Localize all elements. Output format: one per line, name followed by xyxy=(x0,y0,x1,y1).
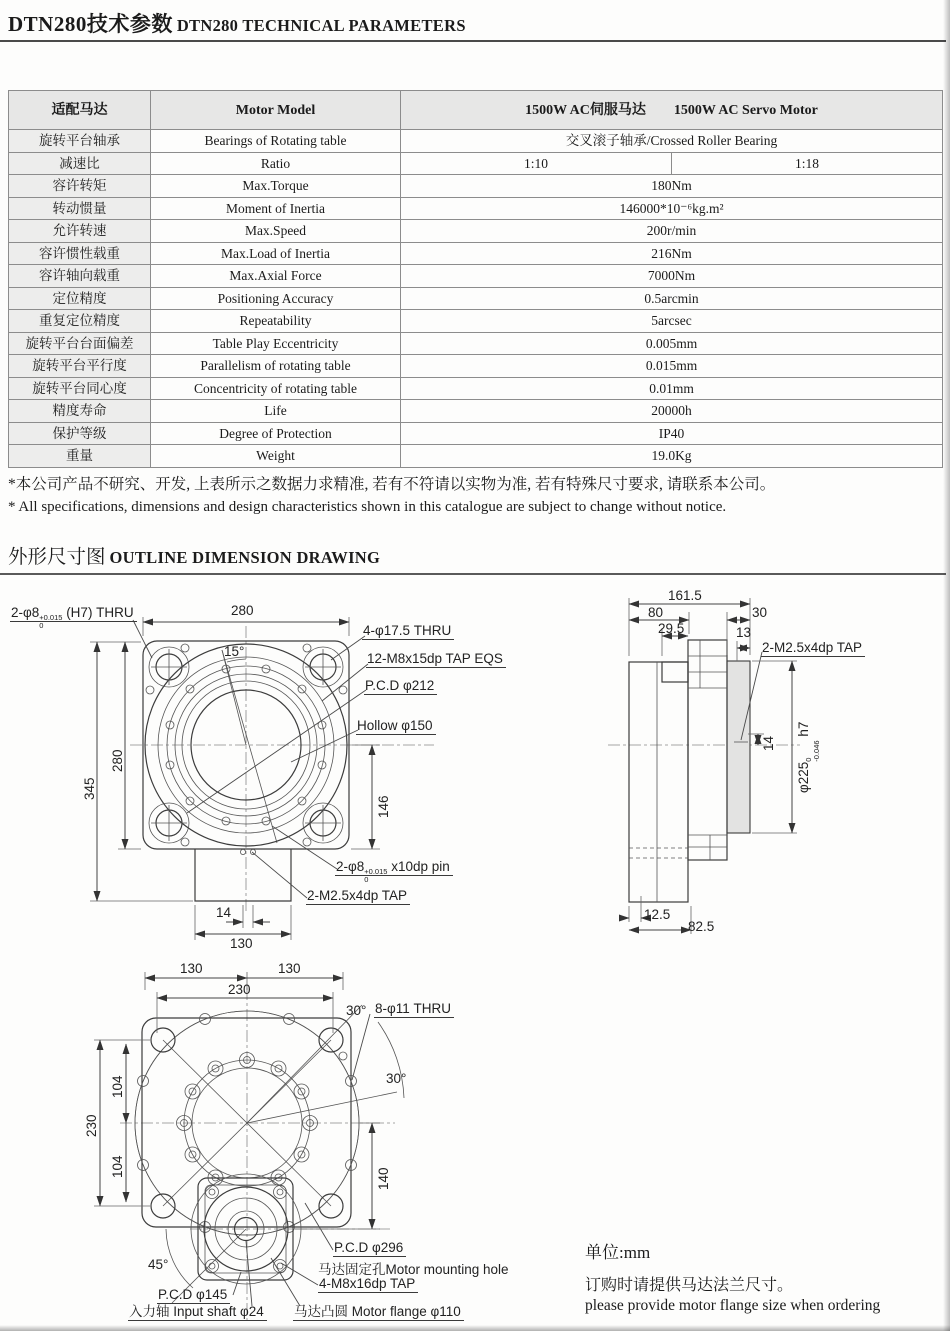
front-tap-ring-callout: 12-M8x15dp TAP EQS xyxy=(366,652,506,666)
spec-cell-zh: 重量 xyxy=(9,445,151,468)
table-row xyxy=(9,197,943,220)
spec-cell-value: 146000*10⁻⁶kg.m² xyxy=(401,197,943,220)
table-row xyxy=(9,422,943,445)
front-tap2-callout: 2-M2.5x4dp TAP xyxy=(306,889,410,903)
spec-cell-value: 180Nm xyxy=(401,175,943,198)
spec-cell-en: Parallelism of rotating table xyxy=(151,355,401,378)
section2-title-zh: 外形尺寸图 xyxy=(8,547,106,568)
spec-cell-zh: 旋转平台轴承 xyxy=(9,130,151,153)
note-en: * All specifications, dimensions and design characteristics shown in this catalogue are subject to change without notice. xyxy=(8,499,727,515)
bottom-dim-230-top: 230 xyxy=(228,982,251,997)
page-title-zh: DTN280技术参数 xyxy=(8,12,173,36)
front-dim-height-280: 280 xyxy=(110,749,125,772)
spec-cell-en: Moment of Inertia xyxy=(151,197,401,220)
spec-cell-en: Concentricity of rotating table xyxy=(151,377,401,400)
spec-cell-zh: 旋转平台平行度 xyxy=(9,355,151,378)
spec-cell-en: Degree of Protection xyxy=(151,422,401,445)
bottom-dim-130b: 130 xyxy=(278,961,301,976)
spec-cell-value: 20000h xyxy=(401,400,943,423)
bottom-holes-callout: 8-φ11 THRU xyxy=(374,1002,454,1016)
table-row xyxy=(9,265,943,288)
spec-cell-value: 0.5arcmin xyxy=(401,287,943,310)
front-hollow-callout: Hollow φ150 xyxy=(356,719,436,733)
page-title xyxy=(8,8,466,38)
spec-cell-value: 216Nm xyxy=(401,242,943,265)
table-row xyxy=(9,400,943,423)
bottom-dim-230-left: 230 xyxy=(84,1114,99,1137)
table-row xyxy=(9,355,943,378)
spec-cell-value: 交叉滚子轴承/Crossed Roller Bearing xyxy=(401,130,943,153)
spec-cell-value-ratio-1: 1:10 xyxy=(401,152,672,175)
spec-cell-zh: 精度寿命 xyxy=(9,400,151,423)
bottom-pcd145-callout: P.C.D φ145 xyxy=(157,1288,230,1302)
spec-cell-en: Repeatability xyxy=(151,310,401,333)
front-dim-width: 280 xyxy=(231,603,254,618)
table-row xyxy=(9,130,943,153)
front-dim-height-345: 345 xyxy=(82,777,97,800)
spec-header-motor-model: Motor Model xyxy=(151,91,401,130)
spec-header-row xyxy=(9,91,943,130)
spec-cell-en: Max.Torque xyxy=(151,175,401,198)
spec-cell-value: 200r/min xyxy=(401,220,943,243)
bottom-angle-30a: 30° xyxy=(346,1003,367,1018)
note-zh: *本公司产品不研究、开发, 上表所示之数据力求精准, 若有不符请以实物为准, 若有特殊尺寸要求, 请联系本公司。 xyxy=(8,476,776,493)
spec-cell-value: 0.015mm xyxy=(401,355,943,378)
side-tap-callout: 2-M2.5x4dp TAP xyxy=(761,641,865,655)
side-dia-225-callout: φ225 0 -0.046 h7 xyxy=(796,721,821,793)
bottom-motor-flange-callout: 马达凸圆 Motor flange φ110 xyxy=(293,1305,464,1319)
front-angle-15: 15° xyxy=(224,644,245,659)
spec-cell-en: Weight xyxy=(151,445,401,468)
spec-cell-zh: 减速比 xyxy=(9,152,151,175)
side-dim-125: 12.5 xyxy=(644,907,671,922)
spec-cell-en: Ratio xyxy=(151,152,401,175)
spec-table xyxy=(8,90,943,468)
spec-cell-value: IP40 xyxy=(401,422,943,445)
title-rule xyxy=(0,40,946,42)
spec-cell-zh: 容许轴向载重 xyxy=(9,265,151,288)
front-pin-hole-callout: 2-φ8 +0.015 0 (H7) THRU xyxy=(10,606,137,629)
table-row xyxy=(9,220,943,243)
side-dim-80: 80 xyxy=(648,605,664,620)
table-row xyxy=(9,377,943,400)
table-row xyxy=(9,287,943,310)
table-row xyxy=(9,445,943,468)
section2-title-en: OUTLINE DIMENSION DRAWING xyxy=(109,548,381,567)
side-dim-295: 29.5 xyxy=(658,621,685,636)
table-row xyxy=(9,332,943,355)
bottom-input-shaft-callout: 入力轴 Input shaft φ24 xyxy=(128,1305,267,1319)
spec-cell-zh: 允许转速 xyxy=(9,220,151,243)
spec-cell-zh: 容许惯性载重 xyxy=(9,242,151,265)
order-note-zh: 订购时请提供马达法兰尺寸。 xyxy=(585,1277,794,1294)
spec-cell-en: Positioning Accuracy xyxy=(151,287,401,310)
front-dim-14: 14 xyxy=(216,905,232,920)
side-dim-13: 13 xyxy=(736,625,752,640)
spec-cell-zh: 旋转平台台面偏差 xyxy=(9,332,151,355)
bottom-angle-45: 45° xyxy=(148,1257,169,1272)
bottom-angle-30b: 30° xyxy=(386,1071,407,1086)
spec-cell-value: 7000Nm xyxy=(401,265,943,288)
side-dim-30: 30 xyxy=(752,605,768,620)
order-note-en: please provide motor flange size when ordering xyxy=(585,1297,881,1314)
spec-cell-value: 5arcsec xyxy=(401,310,943,333)
table-row xyxy=(9,310,943,333)
spec-cell-value-ratio-2: 1:18 xyxy=(672,152,943,175)
spec-cell-en: Max.Axial Force xyxy=(151,265,401,288)
spec-cell-zh: 旋转平台同心度 xyxy=(9,377,151,400)
spec-cell-en: Max.Speed xyxy=(151,220,401,243)
spec-cell-zh: 重复定位精度 xyxy=(9,310,151,333)
side-dim-14: 14 xyxy=(761,735,776,751)
front-dim-146: 146 xyxy=(376,795,391,818)
spec-cell-zh: 转动惯量 xyxy=(9,197,151,220)
bottom-mount-tap-callout: 4-M8x16dp TAP xyxy=(318,1277,418,1291)
table-row xyxy=(9,175,943,198)
spec-header-servo: 1500W AC伺服马达 1500W AC Servo Motor xyxy=(401,91,943,130)
tolerance: 0 -0.046 xyxy=(804,740,821,762)
spec-cell-en: Life xyxy=(151,400,401,423)
bottom-dim-104b: 104 xyxy=(110,1155,125,1178)
page-title-en: DTN280 TECHNICAL PARAMETERS xyxy=(176,16,466,35)
bottom-dim-130a: 130 xyxy=(180,961,203,976)
spec-cell-zh: 容许转矩 xyxy=(9,175,151,198)
front-pcd-callout: P.C.D φ212 xyxy=(364,679,437,693)
spec-cell-value: 0.01mm xyxy=(401,377,943,400)
spec-cell-value: 19.0Kg xyxy=(401,445,943,468)
page-edge-shadow-right xyxy=(943,0,950,1331)
section2-title xyxy=(8,541,380,569)
front-corner-holes-callout: 4-φ17.5 THRU xyxy=(362,624,454,638)
unit-note: 单位:mm xyxy=(585,1243,651,1262)
bottom-mount-hole-callout: 马达固定孔Motor mounting hole xyxy=(318,1262,509,1277)
spec-cell-zh: 保护等级 xyxy=(9,422,151,445)
tolerance: +0.015 0 xyxy=(364,867,388,884)
spec-cell-en: Max.Load of Inertia xyxy=(151,242,401,265)
spec-cell-value: 0.005mm xyxy=(401,332,943,355)
page-edge-shadow-bottom xyxy=(0,1325,950,1331)
spec-header-motor-zh: 适配马达 xyxy=(9,91,151,130)
side-dim-825: 82.5 xyxy=(688,919,715,934)
tolerance: +0.015 0 xyxy=(39,613,63,630)
bottom-dim-140: 140 xyxy=(376,1167,391,1190)
spec-cell-en: Table Play Eccentricity xyxy=(151,332,401,355)
bottom-pcd296-callout: P.C.D φ296 xyxy=(333,1241,406,1255)
front-dim-130: 130 xyxy=(230,936,253,951)
bottom-dim-104a: 104 xyxy=(110,1075,125,1098)
spec-cell-en: Bearings of Rotating table xyxy=(151,130,401,153)
spec-cell-zh: 定位精度 xyxy=(9,287,151,310)
table-row xyxy=(9,152,943,175)
front-pin-callout: 2-φ8 +0.015 0 x10dp pin xyxy=(335,860,453,883)
side-dim-161: 161.5 xyxy=(668,588,702,603)
table-row xyxy=(9,242,943,265)
